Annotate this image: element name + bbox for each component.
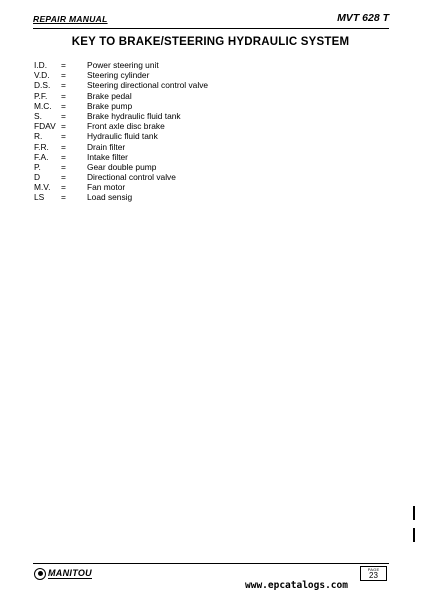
page-title: KEY TO BRAKE/STEERING HYDRAULIC SYSTEM (71, 36, 350, 48)
key-equals: = (61, 100, 66, 111)
key-abbreviation: LS (34, 192, 45, 203)
key-abbreviation: V.D. (34, 70, 50, 81)
key-equals: = (61, 60, 66, 70)
key-equals: = (61, 90, 66, 101)
key-abbreviation: S. (34, 110, 42, 121)
key-equals: = (61, 70, 66, 81)
manual-type-label: REPAIR MANUAL (33, 14, 108, 24)
key-equals: = (61, 192, 66, 203)
key-description: Brake pump (87, 100, 133, 111)
key-abbreviation: P.F. (34, 90, 48, 101)
key-description: Directional control valve (87, 172, 176, 183)
key-description: Brake pedal (87, 90, 132, 101)
key-equals: = (61, 80, 66, 91)
key-description: Fan motor (87, 182, 126, 193)
key-description: Steering directional control valve (87, 80, 209, 91)
key-abbreviation: F.A. (34, 151, 49, 162)
key-equals: = (61, 172, 66, 183)
footer-divider (33, 563, 389, 564)
key-equals: = (61, 141, 66, 152)
key-abbreviation: R. (34, 131, 43, 142)
key-equals: = (61, 121, 66, 132)
key-description: Intake filter (87, 151, 128, 162)
key-equals: = (61, 161, 66, 172)
key-abbreviation: FDAV (34, 121, 56, 132)
key-description: Front axle disc brake (87, 121, 165, 132)
key-description: Hydraulic fluid tank (87, 131, 158, 142)
key-description: Drain filter (87, 141, 126, 152)
edge-mark (413, 506, 415, 520)
key-abbreviation: D (34, 172, 41, 183)
model-label: MVT 628 T (337, 12, 389, 24)
key-equals: = (61, 182, 66, 193)
key-description: Steering cylinder (87, 70, 150, 81)
key-abbreviation: F.R. (34, 141, 49, 152)
key-abbreviation: D.S. (34, 80, 51, 91)
page-label: PAGE (367, 567, 380, 572)
key-description: Brake hydraulic fluid tank (87, 110, 181, 121)
key-description: Gear double pump (87, 161, 157, 172)
key-description: Load sensig (87, 192, 133, 203)
manitou-logo (34, 567, 92, 580)
key-abbreviation: P. (34, 161, 41, 172)
key-equals: = (61, 131, 66, 142)
edge-mark (413, 528, 415, 542)
header-divider (33, 28, 389, 29)
key-description: Power steering unit (87, 60, 159, 70)
key-equals: = (61, 151, 66, 162)
logo-text: MANITOU (48, 568, 92, 578)
watermark-url: www.epcatalogs.com (245, 580, 348, 591)
key-abbreviation: M.C. (34, 100, 52, 111)
manitou-logo-icon (34, 568, 46, 580)
key-equals: = (61, 110, 66, 121)
key-abbreviation: M.V. (34, 182, 51, 193)
page-number-box (360, 566, 387, 581)
page-number: 23 (369, 571, 378, 580)
key-abbreviation: I.D. (34, 60, 48, 70)
